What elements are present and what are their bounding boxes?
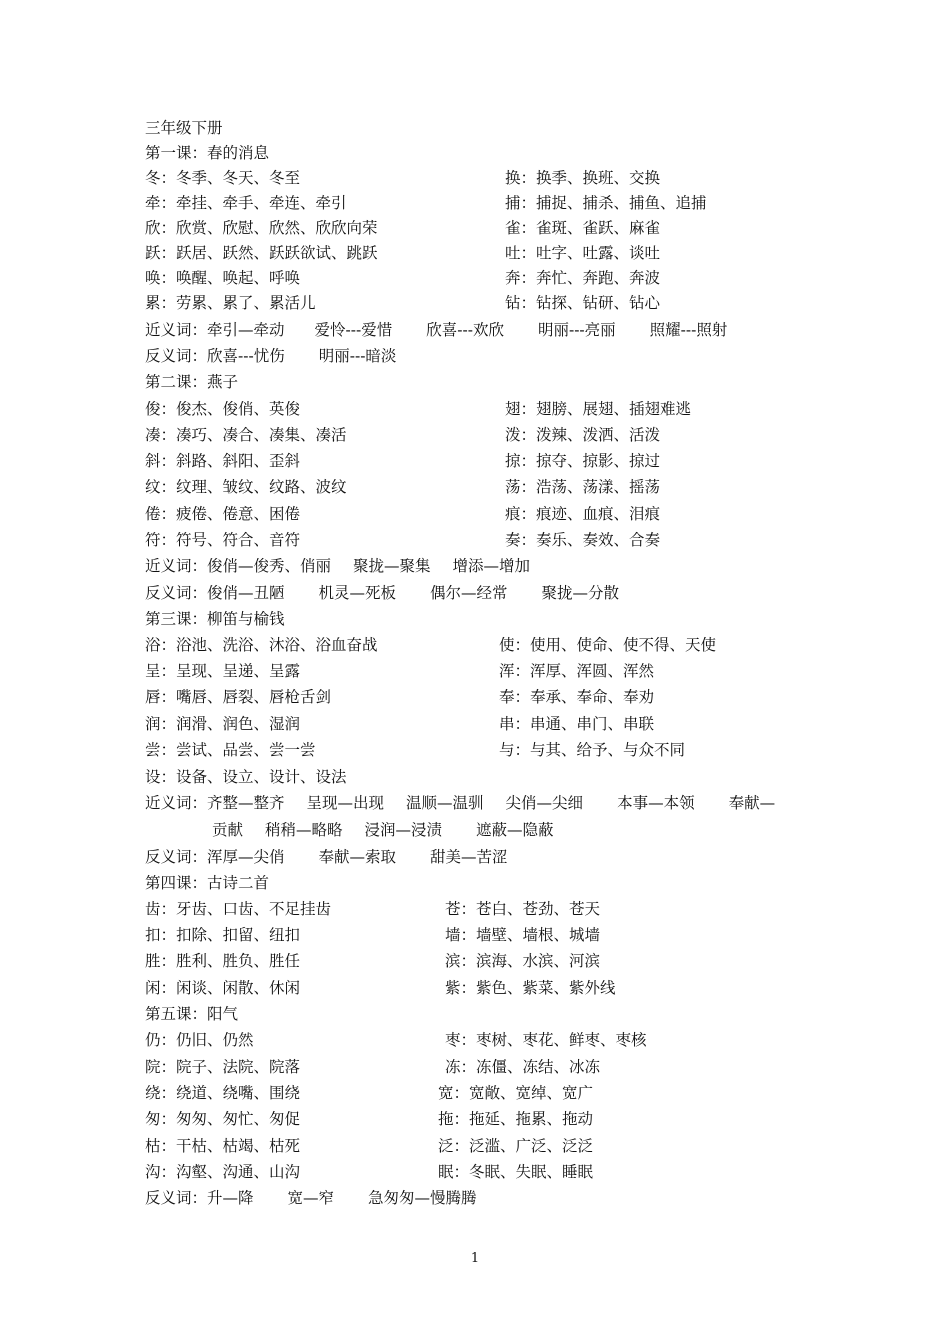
- word-group-left: 匆：匆匆、匆忙、匆促: [145, 1110, 301, 1128]
- line-31: [0, 923, 950, 947]
- line-19: 第三课：柳笛与榆钱: [145, 610, 285, 628]
- word-group-right: 枣：枣树、枣花、鲜枣、枣核: [445, 1031, 647, 1049]
- line-5: [0, 241, 950, 265]
- word-pair: 浸润—浸渍: [364, 821, 443, 839]
- word-group-left: 倦：疲倦、倦意、困倦: [145, 505, 301, 523]
- line-25: 设：设备、设立、设计、设法: [145, 768, 347, 786]
- word-group-left: 纹：纹理、皱纹、纹路、波纹: [145, 478, 347, 496]
- line-26: [145, 791, 775, 815]
- word-group-left: 冬：冬季、冬天、冬至: [145, 169, 301, 187]
- word-group-left: 齿：牙齿、口齿、不足挂齿: [145, 900, 332, 918]
- word-pair: 欣喜---欢欣: [426, 321, 504, 339]
- word-group-right: 荡：浩荡、荡漾、摇荡: [505, 478, 661, 496]
- line-16: [0, 528, 950, 552]
- line-13: [0, 449, 950, 473]
- word-group-left: 沟：沟壑、沟通、山沟: [145, 1163, 301, 1181]
- word-group-right: 宽：宽敞、宽绰、宽广: [438, 1084, 594, 1102]
- word-group-right: 奔：奔忙、奔跑、奔波: [505, 269, 661, 287]
- word-group-left: 尝：尝试、品尝、尝一尝: [145, 741, 316, 759]
- word-pair: 宽—窄: [287, 1189, 335, 1207]
- word-pair: 近义词：齐整—整齐: [145, 794, 285, 812]
- word-group-left: 仍：仍旧、仍然: [145, 1031, 254, 1049]
- word-pair: 明丽---亮丽: [537, 321, 616, 339]
- word-pair: 奉献—: [728, 794, 776, 812]
- line-10: 第二课：燕子: [145, 373, 239, 391]
- word-pair: 机灵—死板: [318, 584, 397, 602]
- line-36: [0, 1055, 950, 1079]
- word-pair: 反义词：浑厚—尖俏: [145, 848, 285, 866]
- word-group-right: 翅：翅膀、展翅、插翅难逃: [505, 400, 692, 418]
- line-27: [212, 818, 554, 842]
- word-group-right: 拖：拖延、拖累、拖动: [438, 1110, 594, 1128]
- line-28: [145, 845, 508, 869]
- line-1: 第一课：春的消息: [145, 144, 270, 162]
- line-33: [0, 976, 950, 1000]
- word-group-left: 绕：绕道、绕嘴、围绕: [145, 1084, 301, 1102]
- word-pair: 呈现—出现: [306, 794, 385, 812]
- word-pair: 尖俏—尖细: [505, 794, 584, 812]
- word-group-left: 跃：跃居、跃然、跃跃欲试、跳跃: [145, 244, 378, 262]
- line-39: [0, 1134, 950, 1158]
- word-group-right: 浑：浑厚、浑圆、浑然: [499, 662, 655, 680]
- line-21: [0, 659, 950, 683]
- line-18: [145, 581, 619, 605]
- word-group-left: 凑：凑巧、凑合、凑集、凑活: [145, 426, 347, 444]
- word-group-right: 吐：吐字、吐露、谈吐: [505, 244, 661, 262]
- word-group-left: 呈：呈现、呈递、呈露: [145, 662, 301, 680]
- word-pair: 贡献: [212, 821, 244, 839]
- word-group-right: 捕：捕捉、捕杀、捕鱼、追捕: [505, 194, 707, 212]
- line-2: [0, 166, 950, 190]
- word-pair: 偶尔—经常: [430, 584, 508, 602]
- word-group-left: 浴：浴池、洗浴、沐浴、浴血奋战: [145, 636, 378, 654]
- line-40: [0, 1160, 950, 1184]
- word-group-left: 闲：闲谈、闲散、休闲: [145, 979, 301, 997]
- word-group-right: 苍：苍白、苍劲、苍天: [445, 900, 601, 918]
- line-37: [0, 1081, 950, 1105]
- word-group-left: 欣：欣赏、欣慰、欣然、欣欣向荣: [145, 219, 378, 237]
- word-group-right: 奉：奉承、奉命、奉劝: [499, 688, 655, 706]
- word-pair: 反义词：俊俏—丑陋: [145, 584, 285, 602]
- word-group-right: 串：串通、串门、串联: [499, 715, 655, 733]
- word-group-right: 滨：滨海、水滨、河滨: [445, 952, 601, 970]
- word-pair: 稍稍—略略: [265, 821, 343, 839]
- word-group-right: 墙：墙壁、墙根、城墙: [445, 926, 601, 944]
- line-8: [145, 318, 727, 342]
- word-pair: 爱怜---爱惜: [314, 321, 393, 339]
- page-number: 1: [470, 1251, 480, 1266]
- word-group-left: 俊：俊杰、俊俏、英俊: [145, 400, 301, 418]
- word-group-right: 痕：痕迹、血痕、泪痕: [505, 505, 661, 523]
- line-6: [0, 266, 950, 290]
- line-34: 第五课：阳气: [145, 1005, 239, 1023]
- word-pair: 奉献—索取: [318, 848, 397, 866]
- line-22: [0, 685, 950, 709]
- word-pair: 增添—增加: [452, 557, 531, 575]
- line-3: [0, 191, 950, 215]
- word-pair: 近义词：俊俏—俊秀、俏丽: [145, 557, 332, 575]
- word-pair: 温顺—温驯: [406, 794, 484, 812]
- word-pair: 聚拢—分散: [541, 584, 620, 602]
- word-pair: 反义词：升—降: [145, 1189, 254, 1207]
- word-group-left: 胜：胜利、胜负、胜任: [145, 952, 301, 970]
- line-38: [0, 1107, 950, 1131]
- line-23: [0, 712, 950, 736]
- word-group-right: 掠：掠夺、掠影、掠过: [505, 452, 661, 470]
- word-group-right: 奏：奏乐、奏效、合奏: [505, 531, 661, 549]
- word-group-left: 牵：牵挂、牵手、牵连、牵引: [145, 194, 347, 212]
- word-pair: 近义词：牵引—牵动: [145, 321, 285, 339]
- word-group-right: 泼：泼辣、泼洒、活泼: [505, 426, 661, 444]
- line-4: [0, 216, 950, 240]
- word-group-right: 使：使用、使命、使不得、天使: [499, 636, 717, 654]
- word-pair: 反义词：欣喜---忧伤: [145, 347, 285, 365]
- word-pair: 甜美—苦涩: [430, 848, 508, 866]
- word-pair: 聚拢—聚集: [353, 557, 431, 575]
- document-title: 三年级下册: [145, 119, 223, 137]
- word-group-right: 泛：泛滥、广泛、泛泛: [438, 1137, 594, 1155]
- line-41: [145, 1186, 477, 1210]
- word-group-left: 斜：斜路、斜阳、歪斜: [145, 452, 301, 470]
- word-group-right: 与：与其、给予、与众不同: [499, 741, 686, 759]
- word-group-left: 累：劳累、累了、累活儿: [145, 294, 316, 312]
- line-7: [0, 291, 950, 315]
- word-group-left: 润：润滑、润色、湿润: [145, 715, 301, 733]
- word-pair: 明丽---暗淡: [318, 347, 397, 365]
- word-group-right: 钻：钻探、钻研、钻心: [505, 294, 661, 312]
- line-35: [0, 1028, 950, 1052]
- line-9: [145, 344, 396, 368]
- line-17: [145, 554, 530, 578]
- word-group-left: 唤：唤醒、唤起、呼唤: [145, 269, 301, 287]
- line-15: [0, 502, 950, 526]
- word-group-left: 符：符号、符合、音符: [145, 531, 301, 549]
- line-30: [0, 897, 950, 921]
- line-11: [0, 397, 950, 421]
- line-20: [0, 633, 950, 657]
- word-group-right: 眠：冬眠、失眠、睡眠: [438, 1163, 594, 1181]
- word-group-left: 唇：嘴唇、唇裂、唇枪舌剑: [145, 688, 332, 706]
- line-14: [0, 475, 950, 499]
- word-group-left: 枯：干枯、枯竭、枯死: [145, 1137, 301, 1155]
- word-group-right: 紫：紫色、紫菜、紫外线: [445, 979, 616, 997]
- word-pair: 照耀---照射: [649, 321, 728, 339]
- line-24: [0, 738, 950, 762]
- word-group-right: 冻：冻僵、冻结、冰冻: [445, 1058, 601, 1076]
- line-12: [0, 423, 950, 447]
- line-32: [0, 949, 950, 973]
- word-group-right: 换：换季、换班、交换: [505, 169, 661, 187]
- word-group-left: 扣：扣除、扣留、纽扣: [145, 926, 301, 944]
- word-group-left: 院：院子、法院、院落: [145, 1058, 301, 1076]
- word-pair: 遮蔽—隐蔽: [476, 821, 554, 839]
- word-group-right: 雀：雀斑、雀跃、麻雀: [505, 219, 661, 237]
- line-29: 第四课：古诗二首: [145, 874, 270, 892]
- word-pair: 本事—本领: [617, 794, 695, 812]
- word-pair: 急匆匆—慢腾腾: [368, 1189, 477, 1207]
